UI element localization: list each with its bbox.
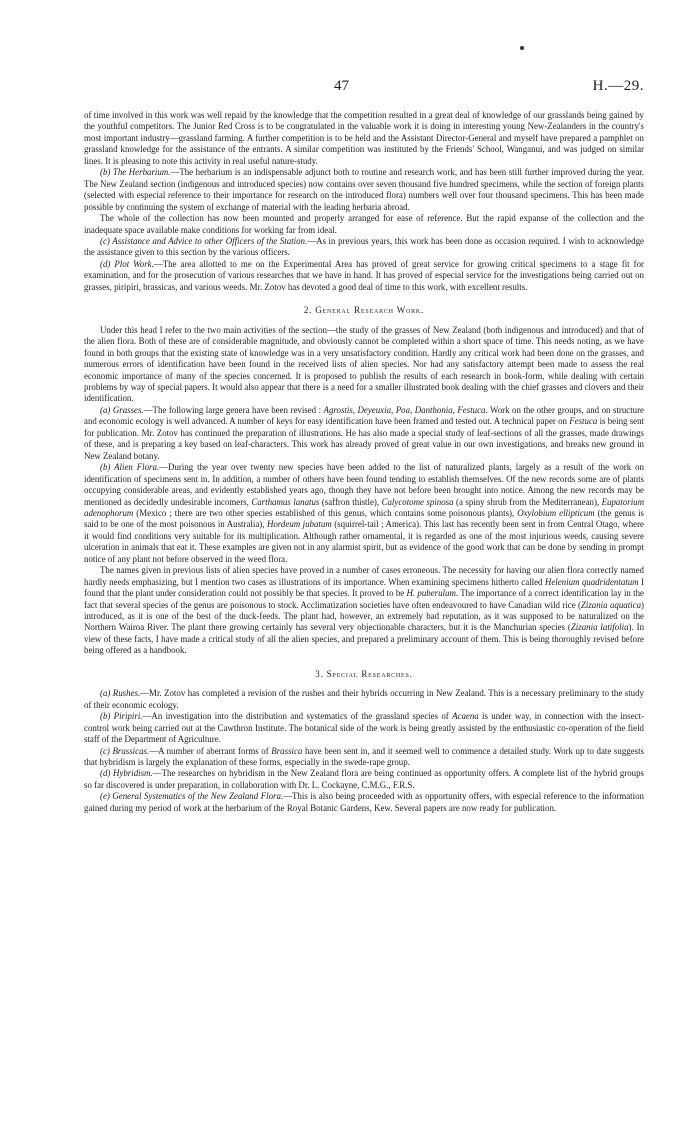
rushes-text: —Mr. Zotov has completed a revision of the rushes and their hybrids occurring in New Zealand. This is a necessary preliminary to the study of their economic ecology. xyxy=(84,688,644,710)
grasses-festuca: Festuca xyxy=(569,416,598,427)
paragraph-general-research: Under this head I refer to the two main activities of the section—the study of the grasses of New Zealand (both indigenous and introduced) and that of the alien flora. Both of these are of considerable magnitude, and obviously cannot be completed within a short space of time. This needs noting, as we have found in both groups that the existing state of knowledge was in a very unsatisfactory condition. Hardly any critical work had been done on the grasses, and numerous errors of identification have been found in the received lists of alien species. Nor had any satisfactory attempt been made to assess the real economic importance of many of the species concerned. It is proposed to publish the results of each research in book-form, while dealing with certain problems by way of special papers. It would also appear that there is a need for a smaller illustrated book dealing with the chief grasses and clovers and their identification. xyxy=(84,324,644,404)
species-zizania-aquatica: Zizania aquatica xyxy=(580,599,642,610)
alien-text-e: (the genus is said to be one of the most poisonous in Australia), xyxy=(84,507,644,530)
hybridism-text: —The researches on hybridism in the New Zealand flora are being continued as opportunity offers. A complete list of the hybrid groups so far discovered is under preparation, in collaboration with Dr. L. Cockayne, C.M.G., F.R.S. xyxy=(84,768,644,790)
paragraph-collection: The whole of the collection has now been mounted and properly arranged for ease of reference. But the rapid expanse of the collection and the inadequate space available make conditions for working far from ideal. xyxy=(84,213,644,235)
page-header xyxy=(84,78,644,100)
assistance-lead: (c) Assistance and Advice to other Officers of the Station. xyxy=(100,235,308,246)
grasses-lead: (a) Grasses. xyxy=(100,404,144,415)
rushes-lead: (a) Rushes. xyxy=(100,688,141,699)
alien-text-d: (Mexico ; there are two other species established of this genus, which contains some poisonous plants), xyxy=(133,507,518,518)
paragraph-assistance xyxy=(84,236,644,259)
genus-brassica: Brassica xyxy=(271,745,303,756)
systematics-text: —This is also being proceeded with as opportunity offers, with especial reference to the information gained during my period of work at the herbarium of the Royal Botanic Gardens, Kew. Several papers are now ready for publication. xyxy=(84,791,644,813)
species-oxylobium: Oxylobium ellipticum xyxy=(517,507,595,518)
grasses-text-a: —The following large genera have been revised : xyxy=(143,404,324,415)
paragraph-brassicas xyxy=(84,746,644,769)
paragraph-rushes xyxy=(84,688,644,711)
alien-flora-lead: (b) Alien Flora. xyxy=(100,462,160,473)
plot-work-lead: (d) Plot Work. xyxy=(100,258,154,269)
printer-dot-mark xyxy=(520,46,524,50)
hybridism-lead: (d) Hybridism. xyxy=(100,768,153,779)
alien-text-a: —During the year over twenty new species have been added to the list of naturalized plants, largely as a result of the work on identification of specimens sent in. In addition, a number of others have been found tending to establish themselves. Of the new records some are of plants occupying considerable areas, and evidently established years ago, though they have not before been brought into notice. Among the new records may be mentioned as decidedly undesirable incomers, xyxy=(84,462,644,507)
genus-acaena: Acaena xyxy=(452,711,479,722)
species-zizania-latifolia: Zizania latifolia xyxy=(570,622,629,633)
document-reference: H.—29. xyxy=(592,78,644,94)
species-hordeum: Hordeum jubatum xyxy=(266,519,332,530)
names-text-c: . The importance of a correct identification lay in the fact that several species of the genus are poisonous to stock. Acclimatization societies have often endeavoured to have Canadian wild rice ( xyxy=(84,588,644,610)
species-helenium: Helenium quadridentatum xyxy=(544,576,639,587)
paragraph-plot-work xyxy=(84,259,644,293)
names-text-a: The names given in previous lists of alien species have proved in a number of cases erroneous. The necessity for having our alien flora correctly named hardly needs emphasizing, but I mention two cases as illustrations of its importance. When examining specimens hitherto called xyxy=(84,565,644,587)
grasses-text-c: is being sent for publication. Mr. Zotov has continued the preparation of illustrations. He has also made a special study of leaf-sections of all the grasses, made drawings of these, and is preparing a key based on leaf-characters. This work has already proved of great value in our own investigations, and breaks new ground in New Zealand botany. xyxy=(84,416,644,461)
section-heading-special-researches: 3. Special Researches. xyxy=(315,668,413,679)
names-text-b: I found that the plant under consideration could not possibly be that species. It proved to be xyxy=(84,576,644,599)
paragraph-piripiri xyxy=(84,711,644,745)
paragraph-herbarium xyxy=(84,167,644,213)
brassicas-text-b: have been sent in, and it seemed well to commence a detailed study. Work up to date suggests that hybridism is largely the explanation of these forms, especially in the swede-rape group. xyxy=(84,745,645,768)
paragraph-junior-red-cross: of time involved in this work was well repaid by the knowledge that the competition resulted in a great deal of knowledge of our grasslands being gained by the youthful competitors. The Junior Red Cross is to be congratulated in the valuable work it is doing in interesting young New-Zealanders in the country's most important industry—grassland farming. A further competition is to be held and the Assistant Director-General and myself have prepared a pamphlet on grassland knowledge for the assistance of the entrants. A similar competition was instituted by the Friends' School, Wanganui, and was judged on similar lines. It is pleasing to note this activity in real useful nature-study. xyxy=(84,110,644,166)
alien-text-c: (a spiny shrub from the Mediterranean), xyxy=(453,496,602,507)
species-eupatorium: Eupatorium adenophorum xyxy=(84,496,645,518)
herbarium-text: —The herbarium is an indispensable adjunct both to routine and research work, and has been still further improved during the year. The New Zealand section (indigenous and introduced species) now contains over seven thousand five hundred specimens, while the section of foreign plants (selected with especial reference to their importance for research on the introduced flora) numbers well over four thousand specimens. This has been made possible by continuing the system of exchange of material with the leading herbaria abroad. xyxy=(84,167,644,212)
brassicas-text-a: —A number of aberrant forms of xyxy=(149,745,272,756)
plot-work-text: —The area allotted to me on the Experimental Area has proved of great service for growing critical specimens to a stage fit for examination, and for the prosecution of various researches that we have in hand. It has proved of especial service for the investigations being carried out on grasses, piripiri, brassicas, and various weeds. Mr. Zotov has devoted a good deal of time to this work, with excellent results. xyxy=(84,258,644,292)
paragraph-general-systematics xyxy=(84,791,644,814)
species-puberulum: H. puberulum xyxy=(406,588,456,599)
paragraph-hybridism xyxy=(84,768,644,791)
piripiri-lead: (b) Piripiri. xyxy=(100,711,143,722)
paragraph-grasses xyxy=(84,405,644,462)
section-heading-general-research: 2. General Research Work. xyxy=(303,305,425,316)
alien-text-b: (saffron thistle), xyxy=(319,496,382,507)
paragraph-names-erroneous xyxy=(84,565,644,657)
document-page xyxy=(84,78,644,814)
brassicas-lead: (c) Brassicas. xyxy=(100,745,150,756)
grasses-text-b: . Work on the other groups, and on structure and economic ecology is well advanced. A number of keys for easy identification have been framed and tested out. A technical paper on xyxy=(84,404,644,427)
species-carthamus: Carthamus lanatus xyxy=(251,496,320,507)
piripiri-text-a: —An investigation into the distribution and systematics of the grassland species of xyxy=(142,711,453,722)
paragraph-alien-flora xyxy=(84,462,644,565)
names-text-e: ). In view of these facts, I have made a critical study of all the alien species, and prepared a preliminary account of them. This is being thoroughly revised before being offered as a handbook. xyxy=(84,622,645,656)
names-text-d: ) introduced, as it is one of the best of the duck-feeds. The plant had, however, an extremely bad reputation, as it was supposed to be naturalized on the Northern Wairoa River. The plant there growing certainly has several very objectionable characters, but it is the Manchurian species ( xyxy=(84,599,644,633)
page-number: 47 xyxy=(334,78,349,94)
herbarium-lead: (b) The Herbarium. xyxy=(100,167,171,178)
species-calycotome: Calycotome spinosa xyxy=(381,496,454,507)
page-body xyxy=(84,110,644,814)
assistance-text: —As in previous years, this work has been done as occasion required. I wish to acknowledge the assistance given to this section by the various officers. xyxy=(84,235,644,258)
alien-text-f: (squirrel-tail ; America). This last has recently been sent in from Central Otago, where it would find conditions very suitable for its multiplication. Although rather ornamental, it is regarded as one of the most injurious weeds, causing severe ulceration in animals that eat it. These examples are given not in any alarmist spirit, but as evidence of the good work that can be done by sending in prompt notice of any plant not before observed in the weed flora. xyxy=(84,519,644,564)
grasses-genera: Agrostis, Deyeuxia, Poa, Danthonia, Festuca xyxy=(323,404,486,415)
systematics-lead: (e) General Systematics of the New Zealand Flora. xyxy=(100,791,284,802)
piripiri-text-b: is under way, in connection with the insect-control work being carried out at the Cawthron Institute. The botanical side of the work is being greatly assisted by the enthusiastic co-operation of the field staff of the Department of Agriculture. xyxy=(84,711,644,745)
